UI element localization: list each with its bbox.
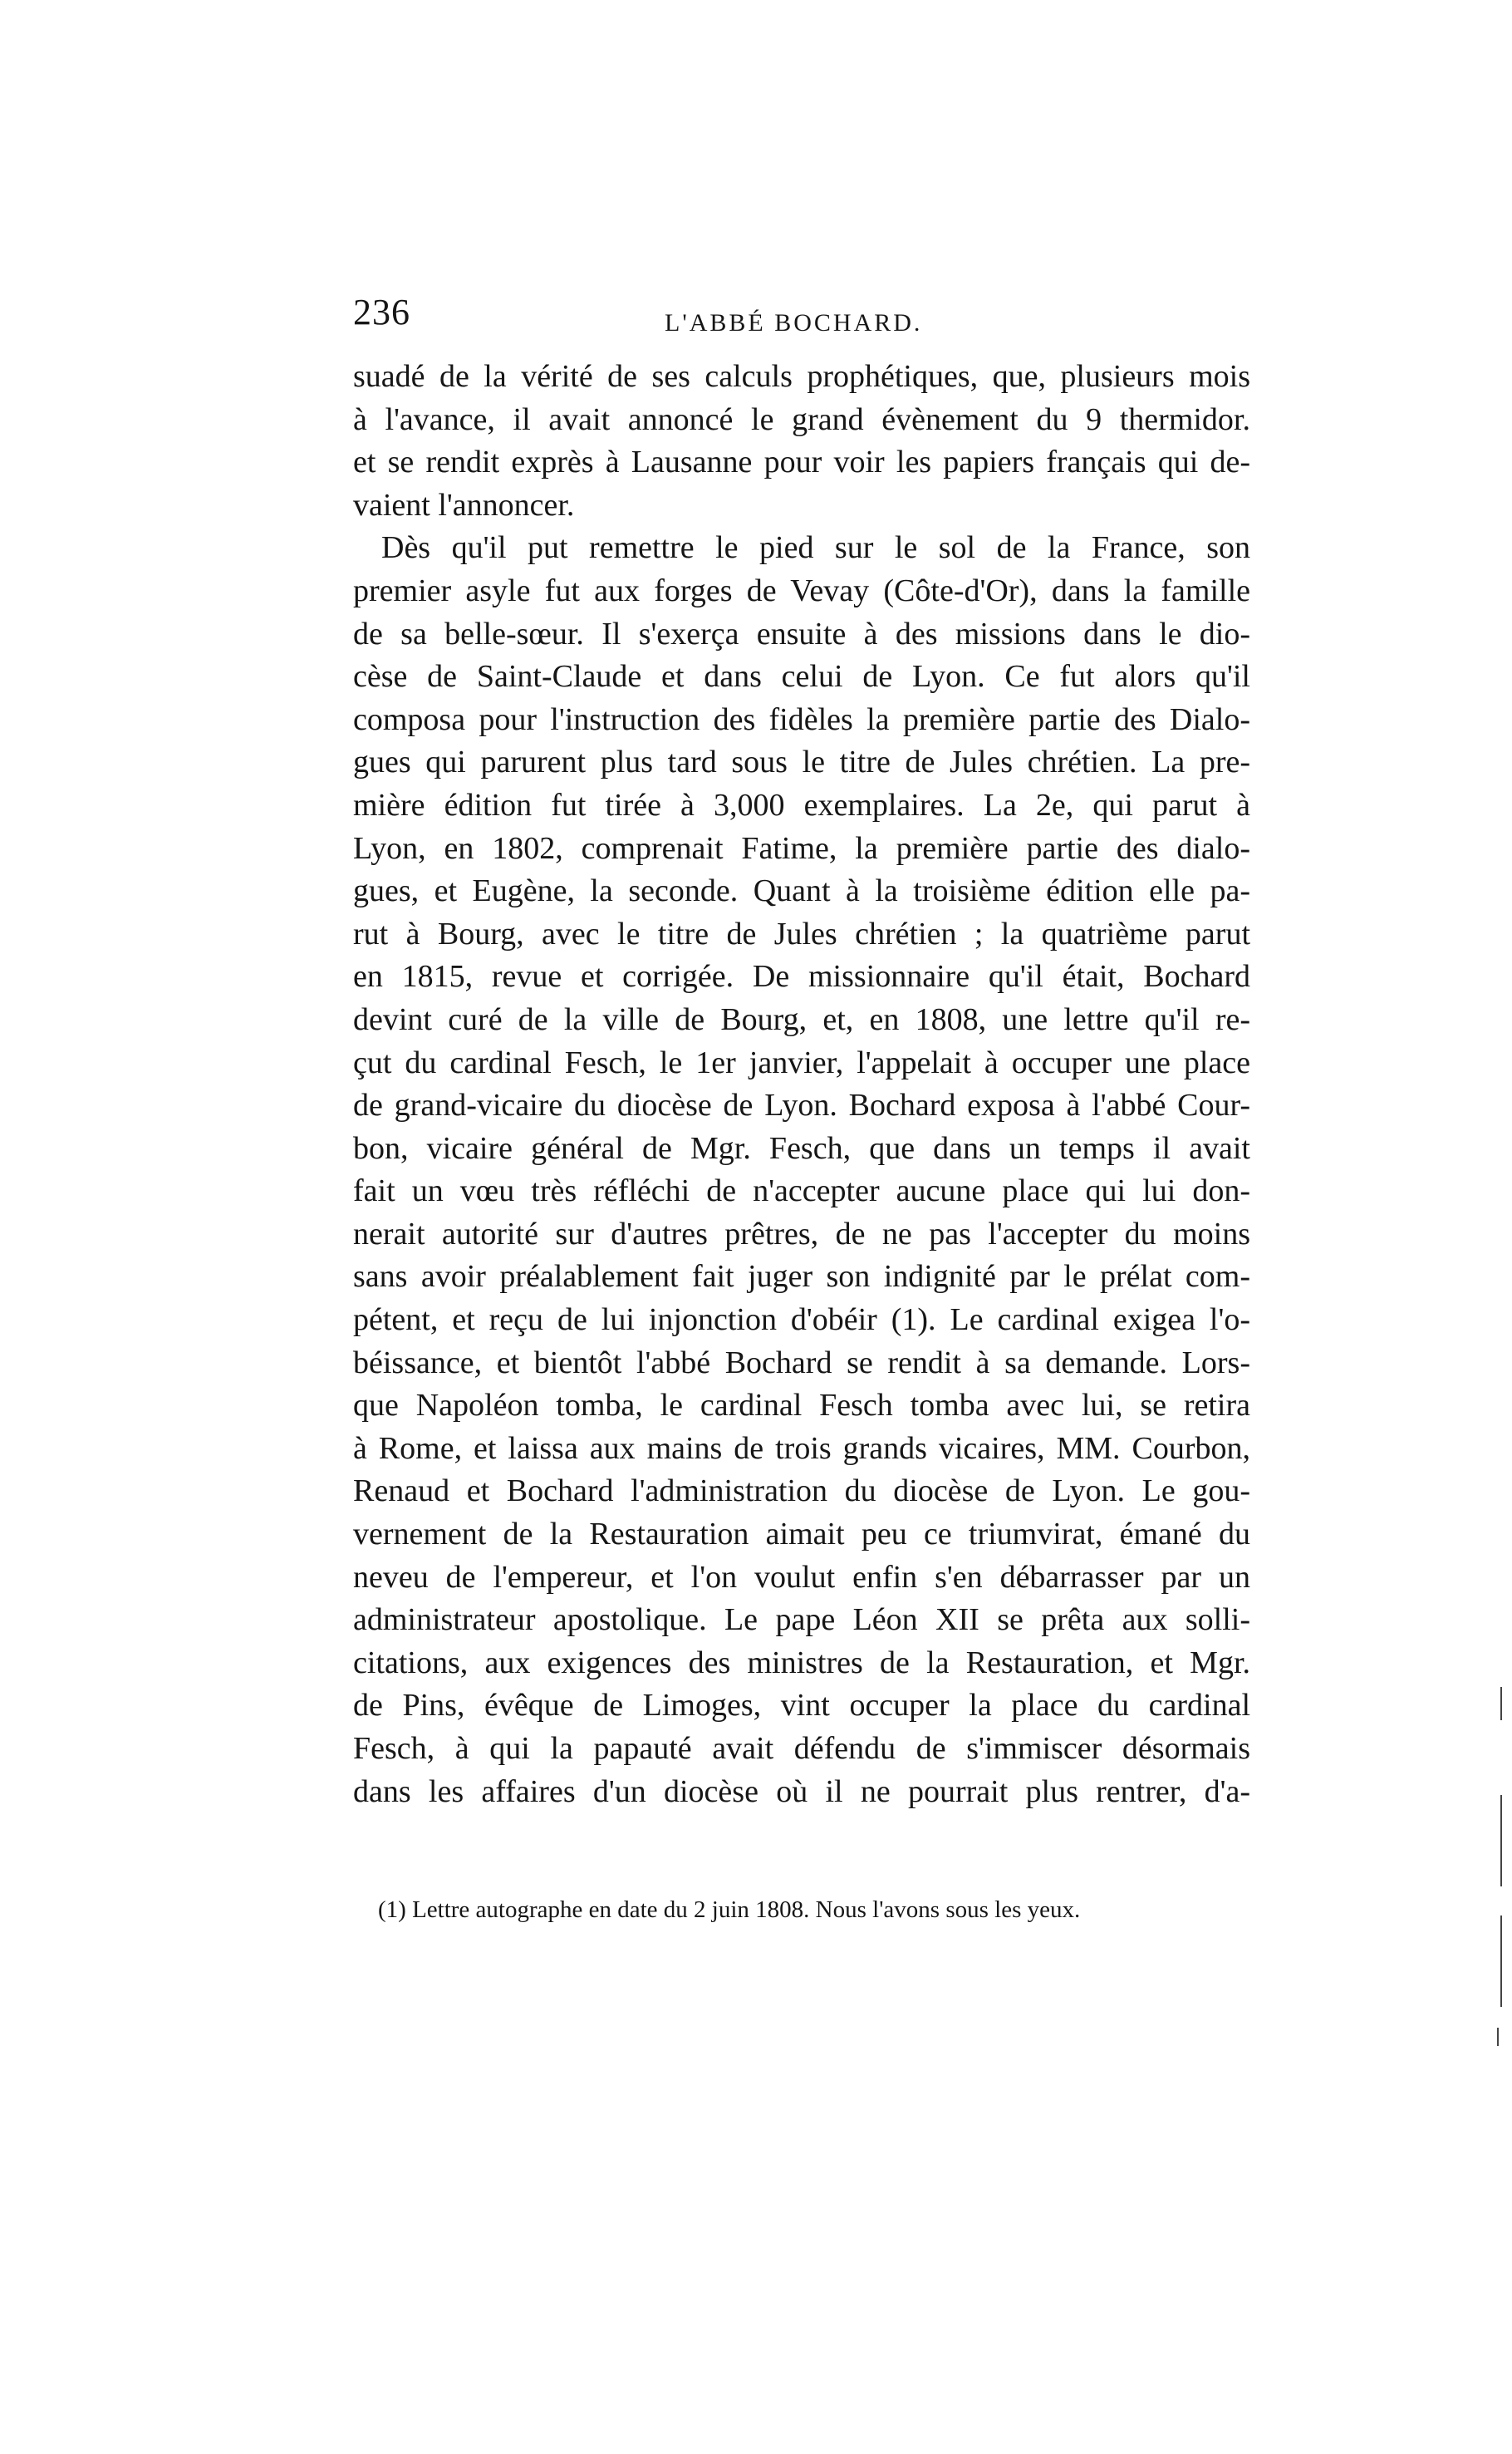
- body-text: [353, 356, 1250, 1813]
- text-line: neveu de l'empereur, et l'on voulut enfin s'en débarrasser par un: [353, 1559, 1250, 1595]
- text-line: citations, aux exigences des ministres de la Restauration, et Mgr.: [353, 1645, 1250, 1680]
- text-line: Fesch, à qui la papauté avait défendu de s'immiscer désormais: [353, 1731, 1250, 1766]
- text-line: nerait autorité sur d'autres prêtres, de ne pas l'accepter du moins: [353, 1216, 1250, 1252]
- text-line: et se rendit exprès à Lausanne pour voir les papiers français qui de-: [353, 445, 1250, 480]
- text-line: fait un vœu très réfléchi de n'accepter aucune place qui lui don-: [353, 1173, 1250, 1209]
- text-line: béissance, et bientôt l'abbé Bochard se rendit à sa demande. Lors-: [353, 1345, 1250, 1380]
- text-line: devint curé de la ville de Bourg, et, en 1808, une lettre qu'il re-: [353, 1001, 1250, 1037]
- text-line: cèse de Saint-Claude et dans celui de Lyon. Ce fut alors qu'il: [353, 659, 1250, 695]
- text-line: Renaud et Bochard l'administration du diocèse de Lyon. Le gou-: [353, 1473, 1250, 1509]
- text-line: suadé de la vérité de ses calculs prophétiques, que, plusieurs mois: [353, 359, 1250, 394]
- running-head: [353, 291, 1250, 341]
- scan-margin-mark: [1500, 1915, 1502, 2007]
- text-line: sans avoir préalablement fait juger son indignité par le prélat com-: [353, 1259, 1250, 1295]
- text-line: Lyon, en 1802, comprenait Fatime, la première partie des dialo-: [353, 830, 1250, 866]
- text-line: gues qui parurent plus tard sous le titre de Jules chrétien. La pre-: [353, 745, 1250, 780]
- text-line: dans les affaires d'un diocèse où il ne pourrait plus rentrer, d'a-: [353, 1773, 1250, 1809]
- text-line: à l'avance, il avait annoncé le grand évènement du 9 thermidor.: [353, 401, 1250, 437]
- text-line: Dès qu'il put remettre le pied sur le sol de la France, son: [381, 530, 1250, 566]
- text-line: vernement de la Restauration aimait peu ce triumvirat, émané du: [353, 1517, 1250, 1552]
- text-line: de grand-vicaire du diocèse de Lyon. Bochard exposa à l'abbé Cour-: [353, 1088, 1250, 1124]
- text-line: mière édition fut tirée à 3,000 exemplaires. La 2e, qui parut à: [353, 787, 1250, 823]
- running-title: L'ABBÉ BOCHARD.: [665, 309, 923, 337]
- text-line: à Rome, et laissa aux mains de trois grands vicaires, MM. Courbon,: [353, 1430, 1250, 1466]
- text-line: que Napoléon tomba, le cardinal Fesch tomba avec lui, se retira: [353, 1388, 1250, 1424]
- text-line: composa pour l'instruction des fidèles la première partie des Dialo-: [353, 701, 1250, 737]
- text-line: de sa belle-sœur. Il s'exerça ensuite à des missions dans le dio-: [353, 616, 1250, 652]
- scan-margin-mark: [1500, 1795, 1502, 1886]
- text-line: premier asyle fut aux forges de Vevay (Côte-d'Or), dans la famille: [353, 573, 1250, 608]
- text-line: pétent, et reçu de lui injonction d'obéir (1). Le cardinal exigea l'o-: [353, 1302, 1250, 1338]
- text-line: çut du cardinal Fesch, le 1er janvier, l'appelait à occuper une place: [353, 1045, 1250, 1080]
- text-line: rut à Bourg, avec le titre de Jules chrétien ; la quatrième parut: [353, 916, 1250, 952]
- footnote: (1) Lettre autographe en date du 2 juin 1808. Nous l'avons sous les yeux.: [378, 1896, 1081, 1923]
- text-line: vaient l'annoncer.: [353, 487, 575, 523]
- page-number: 236: [353, 292, 410, 332]
- text-line: gues, et Eugène, la seconde. Quant à la troisième édition elle pa-: [353, 873, 1250, 909]
- scan-margin-mark: [1500, 1687, 1502, 1720]
- text-line: en 1815, revue et corrigée. De missionnaire qu'il était, Bochard: [353, 959, 1250, 995]
- text-line: administrateur apostolique. Le pape Léon XII se prêta aux solli-: [353, 1602, 1250, 1638]
- scan-margin-mark: [1497, 2028, 1499, 2046]
- text-line: de Pins, évêque de Limoges, vint occuper la place du cardinal: [353, 1688, 1250, 1724]
- text-line: bon, vicaire général de Mgr. Fesch, que dans un temps il avait: [353, 1130, 1250, 1166]
